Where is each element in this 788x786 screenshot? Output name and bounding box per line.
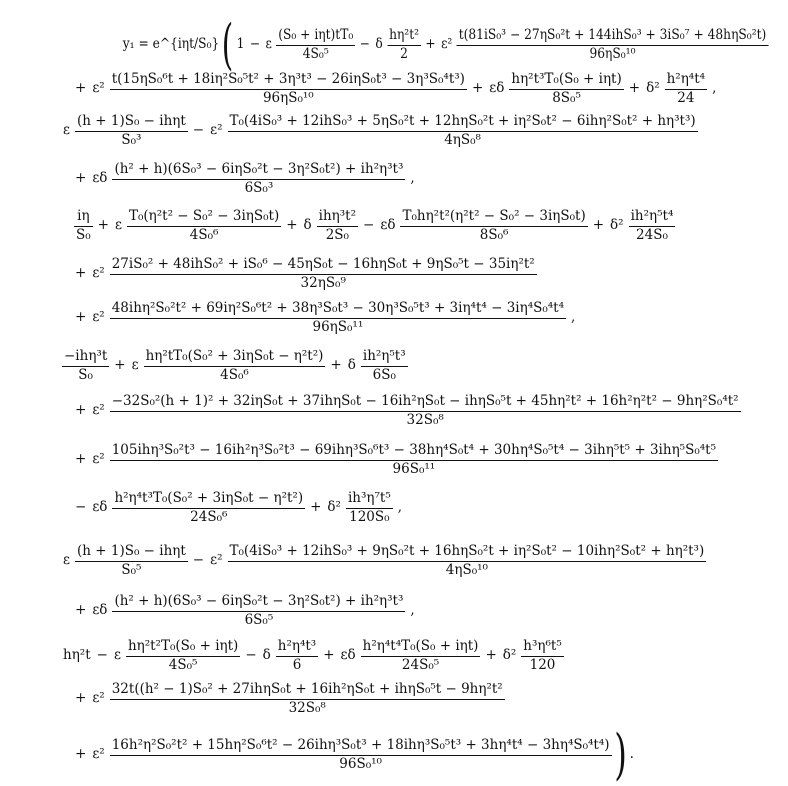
fraction-denominator: 8S₀⁵	[509, 89, 623, 106]
fraction-denominator: S₀⁵	[75, 561, 188, 578]
term-coefficient: δ	[262, 647, 271, 664]
line-suffix: ,	[410, 602, 415, 619]
equation-line	[72, 163, 418, 195]
fraction-numerator: T₀(4iS₀³ + 12ihS₀³ + 9ηS₀²t + 16hηS₀²t + iη²S₀t² − 10ihη²S₀t² + hη²t³)	[229, 543, 705, 559]
fraction	[62, 350, 109, 382]
term-operator: +	[330, 357, 342, 374]
open-paren: (	[222, 13, 234, 76]
term-coefficient: ε²	[441, 36, 453, 53]
line-suffix: ,	[410, 170, 415, 187]
fraction	[74, 210, 93, 242]
equation-line	[60, 640, 566, 672]
fraction-denominator: 6S₀	[361, 366, 408, 383]
term-coefficient: δ	[347, 357, 356, 374]
term-coefficient: δ²	[502, 647, 517, 664]
fraction	[75, 545, 188, 577]
fraction-denominator: 4S₀⁵	[126, 656, 240, 673]
term-coefficient: ε²	[92, 690, 105, 707]
fraction-denominator: 4S₀⁶	[127, 226, 281, 243]
fraction	[346, 492, 393, 524]
plain-term: hη²t	[63, 647, 91, 664]
line-suffix: .	[629, 746, 634, 763]
term-operator: −	[359, 36, 370, 53]
term-operator: +	[485, 647, 497, 664]
term-operator: −	[192, 122, 205, 139]
fraction	[127, 210, 281, 242]
equation-line	[72, 595, 418, 627]
equation-line	[72, 492, 405, 524]
fraction-numerator: T₀(η²t² − S₀² − 3iηS₀t)	[128, 208, 280, 224]
equation-line	[60, 115, 700, 147]
term-operator: +	[310, 499, 322, 516]
term-coefficient: εδ	[380, 217, 396, 234]
fraction-numerator: 27iS₀² + 48ihS₀² + iS₀⁶ − 45ηS₀t − 16hηS₀t + 9ηS₀⁵t − 35iη²t²	[111, 256, 535, 272]
term-coefficient: δ²	[327, 499, 341, 516]
term-operator: +	[471, 80, 484, 97]
fraction	[387, 29, 421, 61]
term-coefficient: ε²	[92, 309, 105, 326]
term-operator: −	[96, 647, 108, 664]
fraction-denominator: 4S₀⁶	[144, 366, 326, 383]
term-coefficient: εδ	[92, 499, 108, 516]
term-coefficient: ε²	[210, 552, 223, 569]
fraction-denominator: S₀	[62, 366, 109, 383]
term-coefficient: ε²	[92, 80, 105, 97]
line-suffix: ,	[571, 309, 576, 326]
fraction-numerator: 32t((h² − 1)S₀² + 27ihηS₀t + 16ih²ηS₀t + ihηS₀⁵t − 9hη²t²	[111, 681, 503, 697]
equation-line	[72, 302, 578, 334]
fraction	[228, 115, 698, 147]
fraction-numerator: h³η⁶t⁵	[523, 638, 562, 654]
fraction	[457, 29, 768, 61]
fraction-numerator: T₀(4iS₀³ + 12ihS₀³ + 5ηS₀²t + 12hηS₀²t + iη²S₀t² − 6ihη²S₀t² + hη³t³)	[229, 113, 696, 129]
term-coefficient: εδ	[340, 647, 356, 664]
close-paren: )	[613, 723, 627, 786]
fraction	[509, 73, 623, 105]
fraction	[112, 595, 405, 627]
fraction-denominator: 120	[521, 656, 563, 673]
fraction-numerator: ihη³t²	[318, 208, 357, 224]
term-operator: +	[592, 217, 605, 234]
term-operator: −	[192, 552, 205, 569]
term-coefficient: ε	[131, 357, 139, 374]
fraction	[112, 163, 405, 195]
term-operator: +	[628, 80, 641, 97]
fraction-numerator: (h + 1)S₀ − ihηt	[77, 113, 186, 129]
fraction-numerator: h²η⁴t⁴	[666, 71, 706, 87]
fraction-denominator: 32S₀⁸	[110, 411, 741, 428]
fraction-denominator: 2S₀	[317, 226, 358, 243]
fraction-denominator: 24	[665, 89, 707, 106]
term-coefficient: ε²	[92, 265, 105, 282]
equation-line	[72, 723, 637, 786]
term-operator: +	[323, 647, 335, 664]
term-coefficient: ε	[113, 647, 121, 664]
equation-line	[72, 258, 539, 290]
fraction-numerator: ih²η⁵t⁴	[630, 208, 674, 224]
equation-line	[72, 210, 677, 242]
term-coefficient: εδ	[92, 170, 108, 187]
fraction-denominator: 8S₀⁶	[400, 226, 587, 243]
fraction-numerator: 16h²η²S₀²t² + 15hη²S₀⁶t² − 26ihη³S₀t³ + 18ihη³S₀⁵t³ + 3hη⁴t⁴ − 3hη⁴S₀⁴t⁴)	[111, 737, 610, 753]
fraction-denominator: 24S₀	[629, 226, 676, 243]
term-operator: +	[286, 217, 298, 234]
line-prefix-operator: +	[75, 80, 87, 97]
term-operator: −	[249, 36, 261, 53]
term-operator: −	[363, 217, 375, 234]
fraction-denominator: 4ηS₀¹⁰	[228, 561, 707, 578]
equation-lhs: y₁ = e^{iηt/S₀}	[122, 36, 220, 53]
fraction-numerator: ih²η⁵t³	[362, 348, 406, 364]
fraction	[665, 73, 707, 105]
equation-line	[120, 13, 770, 76]
fraction	[317, 210, 358, 242]
fraction	[75, 115, 188, 147]
fraction-denominator: 96S₀¹⁰	[110, 755, 612, 772]
term-coefficient: ε²	[210, 122, 223, 139]
fraction-numerator: h²η⁴t⁴T₀(S₀ + iηt)	[362, 638, 479, 654]
fraction-numerator: ih³η⁷t⁵	[347, 490, 391, 506]
term-operator: +	[97, 217, 109, 234]
fraction	[521, 640, 563, 672]
fraction-numerator: (h + 1)S₀ − ihηt	[77, 543, 186, 559]
fraction-denominator: 2	[387, 45, 421, 62]
fraction-denominator: 24S₀⁵	[361, 656, 481, 673]
equation-line	[60, 350, 410, 382]
fraction	[110, 73, 467, 105]
fraction-denominator: 96ηS₀¹⁰	[457, 45, 768, 62]
fraction	[144, 350, 326, 382]
fraction-numerator: hη²tT₀(S₀² + 3iηS₀t − η²t²)	[145, 348, 324, 364]
plain-term: 1	[236, 36, 245, 53]
equation-line	[72, 444, 720, 476]
fraction	[361, 350, 408, 382]
fraction	[110, 739, 612, 771]
fraction-numerator: hη²t²	[389, 27, 420, 43]
fraction-denominator: 6	[276, 656, 318, 673]
fraction	[629, 210, 676, 242]
equation-line	[60, 545, 708, 577]
term-coefficient: ε	[265, 36, 272, 53]
equation-line	[72, 683, 507, 715]
term-coefficient: ε²	[92, 402, 105, 419]
term-operator: +	[114, 357, 126, 374]
fraction-numerator: (S₀ + iηt)tT₀	[278, 27, 354, 43]
equation-line	[72, 395, 743, 427]
fraction	[110, 683, 505, 715]
fraction-numerator: t(15ηS₀⁶t + 18iη²S₀⁵t² + 3η³t³ − 26iηS₀t³ − 3η³S₀⁴t³)	[111, 71, 465, 87]
term-coefficient: δ²	[610, 217, 624, 234]
line-prefix-operator: +	[75, 402, 87, 419]
fraction-denominator: 96S₀¹¹	[110, 460, 718, 477]
fraction-denominator: 6S₀⁵	[112, 611, 405, 628]
fraction-denominator: 6S₀³	[112, 179, 405, 196]
fraction-numerator: hη²t³T₀(S₀ + iηt)	[511, 71, 622, 87]
fraction	[400, 210, 587, 242]
fraction-denominator: 32ηS₀⁹	[110, 274, 537, 291]
fraction-denominator: S₀	[76, 226, 91, 243]
fraction-denominator: 4ηS₀⁸	[228, 131, 698, 148]
line-prefix-operator: +	[75, 170, 87, 187]
equation-line	[72, 73, 719, 105]
line-prefix-operator: +	[75, 746, 87, 763]
term-coefficient: ε²	[92, 746, 105, 763]
fraction-numerator: h²η⁴t³	[277, 638, 317, 654]
term-coefficient: εδ	[92, 602, 108, 619]
fraction-numerator: (h² + h)(6S₀³ − 6iηS₀²t − 3η²S₀t²) + ih²η³t³	[114, 161, 404, 177]
line-prefix-operator: +	[75, 602, 87, 619]
term-coefficient: ε²	[92, 451, 105, 468]
line-prefix-operator: +	[75, 451, 87, 468]
line-suffix: ,	[397, 499, 403, 516]
fraction-numerator: T₀hη²t²(η²t² − S₀² − 3iηS₀t)	[402, 208, 586, 224]
fraction	[110, 258, 537, 290]
term-coefficient: δ	[375, 36, 383, 53]
fraction-numerator: 105ihη³S₀²t³ − 16ih²η³S₀²t³ − 69ihη³S₀⁶t³ − 38hη⁴S₀t⁴ + 30hη⁴S₀⁵t⁴ − 3ihη⁵t⁵ + 3ihη⁵S₀⁴t⁵	[111, 442, 716, 458]
fraction-numerator: t(81iS₀³ − 27ηS₀²t + 144ihS₀³ + 3iS₀⁷ + 48hηS₀²t)	[458, 27, 767, 43]
fraction-denominator: 32S₀⁸	[110, 699, 505, 716]
fraction-numerator: (h² + h)(6S₀³ − 6iηS₀²t − 3η²S₀t²) + ih²η³t³	[114, 593, 404, 609]
fraction-denominator: 24S₀⁶	[112, 508, 305, 525]
line-prefix-operator: −	[75, 499, 87, 516]
fraction-numerator: h²η⁴t³T₀(S₀² + 3iηS₀t − η²t²)	[114, 490, 304, 506]
term-coefficient: δ²	[646, 80, 660, 97]
term-operator: +	[425, 36, 436, 53]
term-coefficient: ε	[114, 217, 122, 234]
line-suffix: ,	[712, 80, 717, 97]
fraction-denominator: 96ηS₀¹⁰	[110, 89, 467, 106]
term-coefficient: ε	[63, 122, 70, 139]
line-prefix-operator: +	[75, 265, 87, 282]
fraction-numerator: iη	[77, 208, 90, 224]
fraction-numerator: hη²t²T₀(S₀ + iηt)	[127, 638, 239, 654]
fraction-denominator: 96ηS₀¹¹	[110, 318, 566, 335]
fraction-numerator: 48ihη²S₀²t² + 69iη²S₀⁶t² + 38η³S₀t³ − 30η³S₀⁵t³ + 3iη⁴t⁴ − 3iη⁴S₀⁴t⁴	[111, 300, 565, 316]
fraction-denominator: 4S₀⁵	[276, 45, 355, 62]
fraction	[110, 302, 566, 334]
fraction	[110, 395, 741, 427]
fraction	[361, 640, 481, 672]
line-prefix-operator: +	[75, 309, 87, 326]
fraction-denominator: S₀³	[75, 131, 188, 148]
fraction-denominator: 120S₀	[346, 508, 393, 525]
fraction	[126, 640, 240, 672]
term-coefficient: εδ	[489, 80, 505, 97]
fraction	[276, 29, 355, 61]
fraction	[112, 492, 305, 524]
term-operator: −	[245, 647, 257, 664]
fraction-numerator: −32S₀²(h + 1)² + 32iηS₀t + 37ihηS₀t − 16ih²ηS₀t − ihηS₀⁵t + 45hη²t² + 16h²η²t² − 9hη²S₀⁴t²	[111, 393, 739, 409]
fraction	[228, 545, 707, 577]
term-coefficient: ε	[63, 552, 70, 569]
line-prefix-operator: +	[75, 690, 87, 707]
term-coefficient: δ	[303, 217, 312, 234]
fraction	[276, 640, 318, 672]
fraction-numerator: −ihη³t	[64, 348, 108, 364]
fraction	[110, 444, 718, 476]
